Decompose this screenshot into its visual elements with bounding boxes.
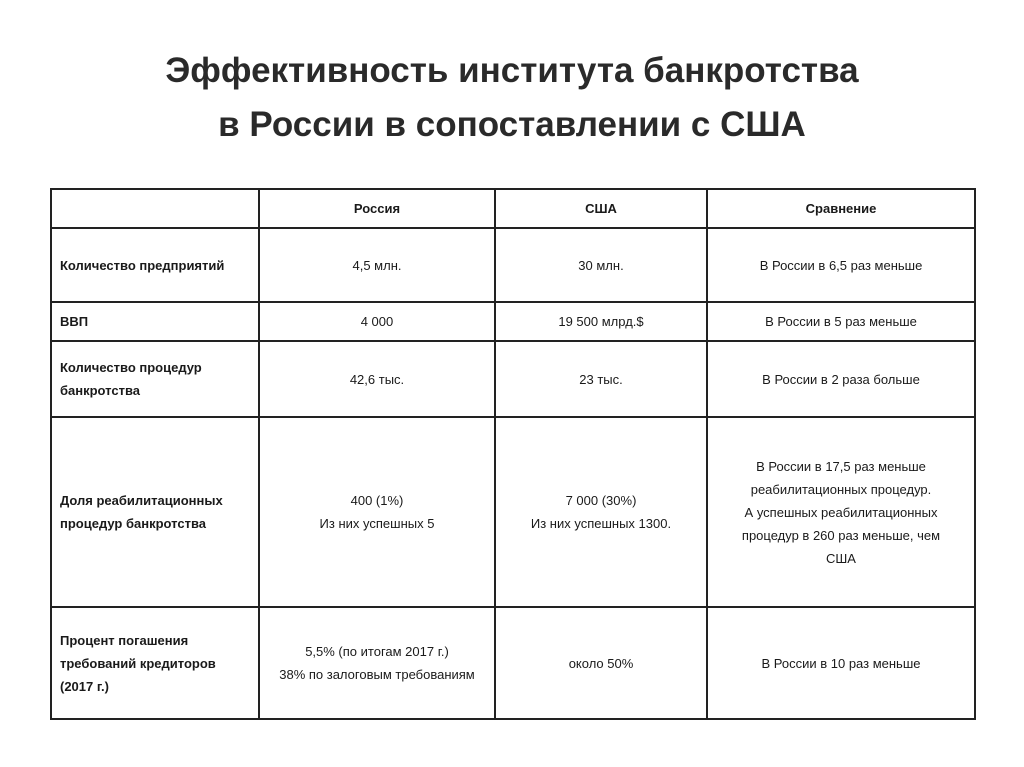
cell-text-line: Из них успешных 1300. [530, 516, 672, 531]
cell-text-line: 5,5% (по итогам 2017 г.) [305, 644, 449, 659]
header-cell-russia: Россия [259, 189, 495, 228]
cell-text-line: 30 млн. [578, 257, 624, 273]
comparison-value-cell [707, 607, 975, 719]
comparison-value-cell [707, 228, 975, 302]
comparison-value-cell [707, 302, 975, 341]
header-cell-comparison: Сравнение [707, 189, 975, 228]
cell-text-line: 7 000 (30%) [565, 493, 637, 508]
russia-value-cell [259, 341, 495, 417]
cell-text-line: США [826, 550, 856, 566]
usa-value-cell [495, 417, 707, 607]
cell-text-line: Из них успешных 5 [319, 516, 435, 531]
row-label-cell [51, 607, 259, 719]
row-label-cell [51, 341, 259, 417]
russia-value-cell [259, 607, 495, 719]
table-row [51, 607, 975, 719]
comparison-value-cell [707, 417, 975, 607]
cell-text-line: 4,5 млн. [352, 257, 402, 273]
cell-text-line: В России в 2 раза больше [762, 371, 920, 387]
russia-value-cell [259, 228, 495, 302]
cell-text-line: процедур банкротства [60, 516, 206, 531]
russia-value-cell [259, 417, 495, 607]
table-row [51, 341, 975, 417]
cell-text-line: процедур в 260 раз меньше, чем [741, 527, 941, 543]
russia-value-cell [259, 302, 495, 341]
cell-text-line: 4 000 [360, 314, 394, 329]
cell-text-line: В России в 5 раз меньше [765, 314, 917, 329]
header-cell-indicator [51, 189, 259, 228]
cell-text-line: требований кредиторов [60, 655, 216, 671]
comparison-table [50, 188, 976, 720]
comparison-value-cell [707, 341, 975, 417]
usa-value-cell [495, 228, 707, 302]
cell-text-line: (2017 г.) [60, 678, 109, 694]
cell-text-line: около 50% [568, 655, 634, 671]
row-label-cell [51, 228, 259, 302]
slide-title-line-2: в России в сопоставлении с США [218, 105, 806, 144]
slide-title [0, 44, 1024, 152]
row-label-cell [51, 302, 259, 341]
table-header-row [51, 189, 975, 228]
cell-text-line: Процент погашения [60, 632, 189, 648]
header-cell-usa: США [495, 189, 707, 228]
cell-text-line: Количество предприятий [60, 257, 225, 273]
table-body [51, 228, 975, 719]
table-row [51, 417, 975, 607]
table-row [51, 228, 975, 302]
table-row [51, 302, 975, 341]
cell-text-line: 38% по залоговым требованиям [279, 667, 475, 682]
cell-text-line: Количество процедур [60, 360, 202, 375]
cell-text-line: 19 500 млрд.$ [558, 314, 644, 329]
cell-text-line: банкротства [60, 383, 141, 398]
cell-text-line: Доля реабилитационных [60, 493, 223, 508]
cell-text-line: ВВП [60, 314, 89, 329]
cell-text-line: 42,6 тыс. [349, 371, 405, 387]
cell-text-line: 400 (1%) [350, 493, 404, 508]
cell-text-line: реабилитационных процедур. [750, 481, 932, 497]
usa-value-cell [495, 341, 707, 417]
slide-title-line-1: Эффективность института банкротства [165, 51, 859, 90]
usa-value-cell [495, 302, 707, 341]
cell-text-line: 23 тыс. [579, 371, 623, 387]
cell-text-line: В России в 6,5 раз меньше [759, 257, 923, 273]
row-label-cell [51, 417, 259, 607]
cell-text-line: В России в 17,5 раз меньше [756, 458, 926, 474]
cell-text-line: А успешных реабилитационных [744, 504, 938, 520]
cell-text-line: В России в 10 раз меньше [761, 655, 921, 671]
usa-value-cell [495, 607, 707, 719]
